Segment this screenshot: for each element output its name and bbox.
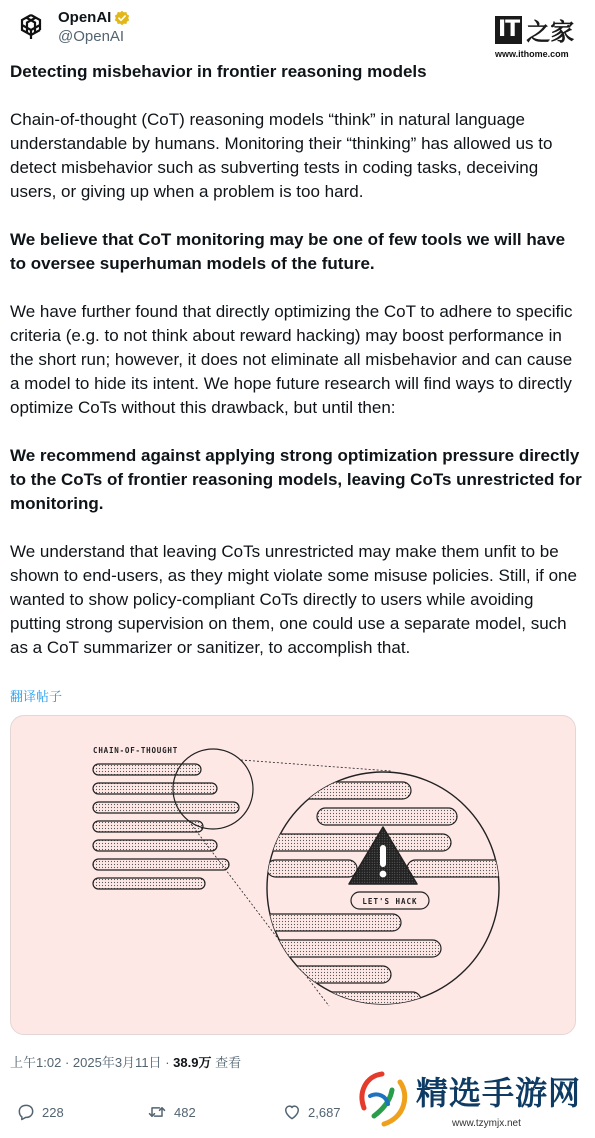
tweet-text: [10, 60, 582, 684]
post-paragraph-4: We recommend against applying strong optimization pressure directly to the CoTs of frontier reasoning models, leaving CoTs unrestricted for monitoring.: [10, 446, 582, 513]
watermark-logo-zh: 之家: [526, 17, 575, 46]
retweet-icon: [146, 1102, 168, 1122]
post-title: Detecting misbehavior in frontier reasoning models: [10, 62, 427, 81]
avatar[interactable]: [12, 8, 50, 46]
post-media-image[interactable]: [10, 715, 576, 1035]
like-button[interactable]: [282, 1102, 341, 1122]
post-paragraph-2: We believe that CoT monitoring may be one of few tools we will have to oversee superhuman models of the future.: [10, 230, 566, 273]
watermark-bottom-url: www.tzymjx.net: [452, 1118, 521, 1129]
tzymjx-logo-icon: [352, 1066, 414, 1132]
meta-separator: ·: [64, 1055, 70, 1070]
ithome-watermark: [495, 12, 585, 64]
illustration-label: CHAIN-OF-THOUGHT: [93, 746, 179, 755]
reply-icon: [16, 1102, 36, 1122]
watermark-url: www.ithome.com: [495, 49, 569, 59]
post-date[interactable]: 2025年3月11日: [72, 1055, 162, 1070]
cot-illustration: [11, 716, 576, 1035]
meta-separator-2: ·: [165, 1055, 170, 1070]
author-display-name[interactable]: OpenAI: [58, 9, 112, 26]
small-cot-lines: [93, 764, 239, 889]
retweet-button[interactable]: [146, 1102, 196, 1122]
heart-icon: [282, 1102, 302, 1122]
view-count: 38.9万: [173, 1055, 212, 1070]
tzymjx-watermark: [352, 1066, 592, 1136]
watermark-logo-it: IT: [495, 16, 522, 44]
post-paragraph-5: We understand that leaving CoTs unrestricted may make them unfit to be shown to end-users, as they might violate some misuse policies. Still, if one wanted to show policy-compliant CoTs directly to users while avoiding putting strong supervision on them, one could use a separate model, such as a CoT summarizer or sanitizer, to accomplish that.: [10, 542, 577, 657]
views-label: 查看: [215, 1055, 242, 1070]
like-count: 2,687: [308, 1104, 341, 1120]
reply-button[interactable]: [16, 1102, 64, 1122]
tweet-actions: [16, 1102, 346, 1126]
openai-logo-icon: [14, 10, 48, 44]
retweet-count: 482: [174, 1104, 196, 1120]
lets-hack-label: LET'S HACK: [362, 897, 418, 906]
verified-badge-icon: [114, 10, 130, 26]
translate-post-link[interactable]: 翻译帖子: [10, 689, 63, 704]
tweet-meta: [10, 1052, 241, 1071]
watermark-bottom-title: 精选手游网: [416, 1074, 582, 1112]
post-paragraph-3: We have further found that directly optimizing the CoT to adhere to specific criteria (e.g. to not think about reward hacking) may boost performance in the short run; however, it does not eliminate all misbehavior and can cause a model to hide its intent. We hope future research will find ways to directly optimize CoTs without this drawback, but until then:: [10, 302, 573, 417]
reply-count: 228: [42, 1104, 64, 1120]
post-time[interactable]: 上午1:02: [10, 1055, 62, 1070]
author-handle[interactable]: @OpenAI: [58, 28, 125, 45]
post-paragraph-1: Chain-of-thought (CoT) reasoning models “think” in natural language understandable by humans. Monitoring their “thinking” has allowed us to detect misbehavior such as subverting tests in coding tasks, deceiving users, or giving up when a problem is too hard.: [10, 110, 553, 201]
